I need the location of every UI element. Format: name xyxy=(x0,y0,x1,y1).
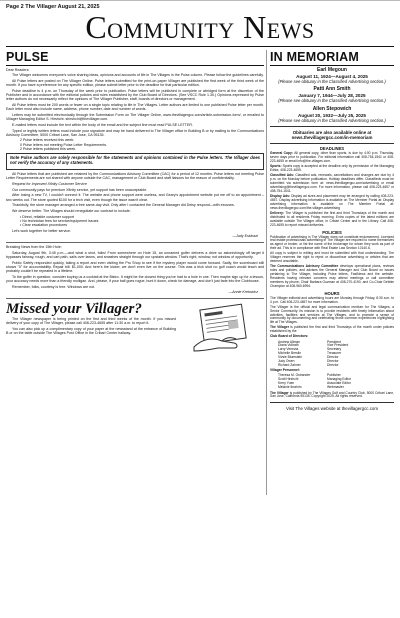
obituary-name: Earl Megoun xyxy=(316,66,347,73)
pulse-letter-xfinity-list xyxy=(20,215,264,228)
board-member-name: Larry Venezia xyxy=(278,347,299,352)
pulse-letter-list-item: • Direct, reliable customer support xyxy=(20,214,74,219)
board-member-role: President xyxy=(327,339,341,344)
board-member-name: Diana Vollrath xyxy=(278,343,299,348)
personnel-member-role: Publisher xyxy=(327,373,341,378)
obituary-entry xyxy=(270,68,394,84)
pulse-intro-paragraph: All Pulse letters must be 200 words or fewer on a single topic relating to life in The Villages. Letter authors are limited to one published Pulse letter per month. Each letter must also include name, address, phone number, date and number of words. xyxy=(6,103,264,112)
mission-paragraph-body: The Villager is the official and legal communication medium for The Villages, a Senior Community. Its mission is to provide residents with timely information about activities, facilities and services at The Villages, and to promote a sense of community by documenting and celebrating those common experiences highlighting life at The Villages. xyxy=(270,304,394,325)
pulse-letter-xfinity-close: Let's work together for better service. xyxy=(12,228,72,233)
pulse-letter-paragraph: After losing a new TV, I couldn't connect it. The website and phone support were useless, and Geary's appointment website put me off to an appointment – two weeks out. The store quoted $100 for a tech visit, even though the issue wasn't clear. xyxy=(6,193,264,202)
deadline-item-label: Display Ads: xyxy=(270,194,291,199)
pulse-letter-list-item: • Clear escalation procedures xyxy=(20,223,68,227)
missed-villager-title: Missed your Villager? xyxy=(6,301,142,318)
mission-paragraph-label: The Villager xyxy=(270,325,289,330)
memoriam-column xyxy=(270,50,394,612)
policy-paragraph xyxy=(270,252,394,264)
club-board-heading-wrap xyxy=(270,335,394,339)
deadline-item-label: General Copy: xyxy=(270,151,293,156)
pulse-letter-paragraph: To the golfer in question: consider buying us a cocktail at the Bistro. It might be the closest thing you've had to a hole in one. Then maybe sign up for a lesson, your accuracy needs more than a friendly mulligan. And, please, if your ball goes rogue, hunt it down, check for damage, and don't just fade into the Clubhouse. xyxy=(6,274,264,284)
pulse-intro-paragraph: Letters may be submitted electronically through the Submission Form on The Villager Online, www.thevillagergcc.com/article-submission-form/, or emailed to Villager Managing Editor S. Hirshchi: shirshchi@thevillager.com. xyxy=(6,113,264,122)
mission-paragraph-body: is published the first and third Thursdays of the month under policies established by the xyxy=(270,325,394,334)
missed-villager-paragraph: The Villager newspaper is being printed on the first and third weeks of the month. If you missed delivery of your copy of The Villager, please call 408-223-4655 after 11:30 a.m. to report it. xyxy=(6,317,176,326)
personnel-member-name: Melanie Ibrahim xyxy=(278,385,302,390)
personnel-member-role: Associate Editor xyxy=(327,381,351,386)
deadline-item-body: Display ad sizes and placement may be arranged by calling 408-223-4657. Display advertising information is available on The Member Portal at: Display advertising information is available on The Member Portal at: news.thevillagergcc.com/the-villager-advertising xyxy=(270,194,394,210)
board-member-name: Michelle Breslin xyxy=(278,351,302,356)
pulse-intro-paragraph: The Villager welcomes everyone's voice sharing ideas, opinions and accounts of life in The Villages in the Pulse column. Please follow the guidelines carefully. xyxy=(12,73,264,78)
deadline-item xyxy=(270,152,394,164)
pulse-letter-golf-signature: —Annie Kretowicz xyxy=(228,290,258,295)
policy-paragraph-body: develops operational plans, reviews rules and policies, and advises the General Manager and Club Board on issues pertaining to The Villager, including Pulse letters, FastNews and the website. Residents having relevant concerns may attend meetings or call committee members by phone; Chair Barbara Guzman at 408-270-4190, and Co-Chair Debbie Champion at 408-960-6994. xyxy=(270,264,394,288)
obituary-entry xyxy=(270,87,394,103)
pulse-intro-paragraph: Typed or legibly written letters must include your signature and may be hand delivered to The Villager office in Building B or by mailing to the Communications Advisory Committee, 5000 Cribari Lane, San Jose, CA 95135. xyxy=(6,128,264,137)
pulse-intro-paragraph: Pulse deadline is 4 p.m. on Thursday of the week prior to publication. Pulse letters will be published in complete or abridged form at the discretion of the Publisher and in accordance with the editorial policies and rules established by the Club Board of Directors. (See VSCC Rule 1.30.) Opinions expressed by Pulse letter authors do not necessarily reflect the opinions of The Villager Publisher, staff, boards of directors or management. xyxy=(6,88,264,102)
hours-paragraph: The Villager editorial and advertising hours are Monday through Friday, 8:30 a.m. to 4 p.m. Call 408-223-4657 for more information. xyxy=(270,295,394,304)
board-member-name: Judy Owen xyxy=(278,359,295,364)
deadline-item-label: Classified Ads: xyxy=(270,173,295,178)
pulse-letter-xfinity-signature: —Judy Eskinazi xyxy=(232,234,258,239)
memoriam-heading: IN MEMORIAM xyxy=(270,50,359,64)
board-member-role: Secretary xyxy=(327,347,342,352)
published-by-body: is published by The Villages Golf and Country Club, 5000 Cribari Lane, San Jose, California 95135. Copyright 2025. All rights reserved. xyxy=(270,390,394,399)
pulse-count-item: 2 Pulse letters published this week. xyxy=(20,146,77,151)
club-board-list xyxy=(278,341,394,368)
pulse-letter-golf xyxy=(6,245,264,289)
mission-paragraph xyxy=(270,326,394,334)
pulse-intro-paragraph: Dear Readers: xyxy=(6,67,30,72)
policy-paragraph xyxy=(270,236,394,252)
hours-heading: HOURS xyxy=(324,290,340,296)
newspaper-hand-icon xyxy=(188,301,260,353)
policy-paragraph-label: The Communications Advisory Committee xyxy=(270,264,339,269)
pulse-body xyxy=(6,68,264,361)
policies-heading: POLICIES xyxy=(322,229,342,235)
pulse-count-list xyxy=(20,138,264,151)
pulse-letter-paragraph: We deserve better. The Villages should renegotiate our contract to include: xyxy=(12,208,131,213)
pulse-intro-paragraph: All Pulse letters are posted on The Villager Online. Pulse letters submitted for the print-on-paper Villager are published the first week of the third week of the month. If you have a preference for any specific edition, please submit letter prior to the deadline for that particular edition. xyxy=(6,79,264,88)
policy-paragraph-body: Publication of advertising in The Villager does not constitute endorsement. Licensed real estate professionals advertising in The Villager are required to name themselves as agent or broker, or list the name of the brokerage for whom they work as part of their ad. This is in compliance with Real Estate Law Section 10140.6. xyxy=(270,234,394,251)
section-masthead xyxy=(0,10,400,44)
missed-villager-paragraph: You can also pick up a complimentary copy of your paper at the newsstand at the entrance of Building B or on the table outside The Villages Post Office in the Cribari Center hallway. xyxy=(6,327,176,336)
pulse-heading: PULSE xyxy=(6,50,49,64)
deadline-item-label: Delivery: xyxy=(270,210,284,215)
masthead-rule xyxy=(6,46,394,47)
obituary-note: (Please see obituary in the Classified Advertising section.) xyxy=(278,78,386,84)
obituary-dates: August 11, 1924—August 4, 2025 xyxy=(296,73,368,79)
personnel-heading: Villager Personnel: xyxy=(270,368,300,373)
obituary-entry xyxy=(270,107,394,123)
deadline-item xyxy=(270,195,394,211)
pulse-letter-paragraph: Thankfully, the store manager arranged a free same-day visit. Only after I contacted the General Manager did Delsy respond—with excuses. xyxy=(12,203,235,208)
board-member-role: Director xyxy=(327,359,339,364)
top-rule xyxy=(0,0,400,1)
board-member-name: Richard Zahner xyxy=(278,362,301,367)
published-by-label: The Villager xyxy=(270,390,289,395)
personnel-member-name: Kerry Yuen xyxy=(278,381,295,386)
board-member-name: Andrew Allman xyxy=(278,339,300,344)
pulse-count-item: 2 Pulse letters received this week. xyxy=(20,138,75,143)
board-member-role: Treasurer xyxy=(327,351,342,356)
policy-paragraph xyxy=(270,265,394,288)
deadlines-heading: DEADLINES xyxy=(319,146,345,152)
hours-text xyxy=(270,297,394,305)
board-member-role: Director xyxy=(327,362,339,367)
pulse-intro xyxy=(6,68,264,137)
missed-villager-text xyxy=(6,317,176,335)
column-separator xyxy=(266,50,267,495)
personnel-member-role: Webmaster xyxy=(327,385,344,390)
pulse-letter-paragraph: Our community pays for premium Xfinity service, yet support has been unacceptable. xyxy=(12,187,148,192)
obituary-name: Allen Stepowich xyxy=(312,105,352,112)
deadlines-text xyxy=(270,152,394,227)
pulse-letter-paragraph: Saturday, August 9th, 3:45 p.m.—and what a shot, folks! From somewhere on Hole 15, an unnamed golfer delivers a drive so astonishingly off target it bypasses fairway, rough, and cart path, sails over lawns, and smashes straight through our upstairs window. That's right, window, not window of opportunity. xyxy=(6,250,264,260)
pulse-heading-rule xyxy=(6,65,264,66)
pulse-disclaimer-text: Note Pulse authors are solely responsible for the statements and opinions contained in the Pulse letters. The Villager does not verify the accuracy of any statements. xyxy=(10,155,260,165)
deadline-item-label: Sports: xyxy=(270,164,282,169)
missed-divider xyxy=(6,298,264,299)
policies-text xyxy=(270,236,394,289)
mission-text xyxy=(270,306,394,335)
letter-divider xyxy=(6,242,264,243)
obituary-dates: January 7, 1944—July 28, 2025 xyxy=(298,93,366,99)
board-member-name: Vivsie Blumstein xyxy=(278,355,303,360)
personnel-member-role: Managing Editor xyxy=(327,377,352,382)
obituary-name: Patti Ann Smith xyxy=(313,86,351,93)
obituary-list xyxy=(270,68,394,123)
pulse-disclaimer-box xyxy=(6,153,264,170)
pulse-column xyxy=(6,50,264,612)
obituary-online-notice: Obituaries are also available online at news.thevillagergcc.com/in-memoriam xyxy=(291,129,373,140)
visit-divider xyxy=(270,402,394,403)
policy-paragraph-body: All copy is subject to editing and must be submitted with that understanding. The Villager reserves the right to reject or discontinue advertising or articles that are deemed unsuitable. xyxy=(270,251,394,264)
masthead-title: Community News xyxy=(85,9,315,45)
obituary-dates: August 20, 1932—July 25, 2025 xyxy=(298,112,366,118)
page-folio: Page 2 The Villager August 21, 2025 xyxy=(6,4,100,10)
deadline-item-body: Classified ads, renewals, cancellations and changes are due by 4 p.m. on the Monday before publication. Holiday deadlines differ. Classifieds must be submitted via submission form at: news.thevillagergcc.com/advertising or email advertising@thevillagergcc.com. For more information, please call 408-223-4657 or 408-754-1541. xyxy=(270,173,394,194)
deadline-item xyxy=(270,165,394,173)
website-link[interactable]: Visit The Villages website at thevillagergcc.com xyxy=(285,405,378,411)
deadline-item-body: The Villager is published the first and third Thursdays of the month and distributed to all residents Friday morning. Extra copies of the latest editions are available outside The Villager office, in Cribari Center and in the Library. Call 408-223-4655 to report missed deliveries. xyxy=(270,210,394,227)
obituary-note: (Please see obituary in the Classified Advertising section.) xyxy=(278,117,386,123)
personnel-member-name: Theresa M. Ostrander xyxy=(278,373,311,378)
pulse-letter-xfinity xyxy=(6,172,264,213)
deadlines-divider xyxy=(270,143,394,144)
deadline-item-body: All general copy, other than sports, is due by 4:00 p.m. Thursday, seven days prior to publication. For editorial information call 408-754-1541 or 408-223-4655 or email info@the-villages.com. xyxy=(270,151,394,164)
pulse-count-item: 0 Pulse letters not meeting Pulse Letter Requirements. xyxy=(20,142,108,147)
deadline-item xyxy=(270,212,394,228)
deadline-item xyxy=(270,174,394,194)
obit-divider xyxy=(270,126,394,127)
pulse-letter-paragraph: Remember, folks, courtesy is free. Windows are not. xyxy=(12,284,96,289)
published-by-text xyxy=(270,392,394,400)
personnel-list xyxy=(278,374,394,390)
board-member-role: Director xyxy=(327,355,339,360)
pulse-letter-paragraph: Request for Improved Xfinity Customer Service xyxy=(12,182,87,187)
board-member-role: Vice President xyxy=(327,343,349,348)
memoriam-heading-rule xyxy=(270,65,394,66)
personnel-member-name: Scott Hirshchi xyxy=(278,377,299,382)
club-board-heading: Club Board of Directors: xyxy=(270,334,309,339)
pulse-letter-paragraph: Breaking News from the 15th Hole: xyxy=(6,245,62,250)
obituary-note: (Please see obituary in the Classified Advertising section.) xyxy=(278,98,386,104)
deadline-item-body: Sports copy is accepted at the deadline only by permission of the Managing Editor, 408-223-4655. xyxy=(270,164,394,173)
pulse-letter-paragraph: All Pulse letters that are published are retained by the Communications Advisory Committee (CAC) for a period of 12 months. Pulse letters not meeting Pulse Letter Requirements are not shared with anyone outside the CAC, management or Club Board and staff liaisons for the reason of confidentiality. xyxy=(6,172,264,181)
pulse-letter-paragraph: Public Safety responded quickly, taking a report and even visiting the Pro Shop to see if the mystery player would come forward. Sadly, the scoreboard still shows "0" for accountability. Repair bill: $1,000. And here's the kicker, we don't even live on the course. This was a trick shot no golf coach would teach and probably couldn't be repeated in a lifetime. xyxy=(6,260,264,274)
missed-villager-box xyxy=(6,301,264,361)
pulse-letter-list-item: • No technician fees for service/equipment issues xyxy=(20,218,99,223)
mission-paragraph xyxy=(270,306,394,326)
pulse-intro-paragraph: E-mailed letters must include the text within the body of the email and the subject line must read PULSE LETTER. xyxy=(12,122,193,127)
